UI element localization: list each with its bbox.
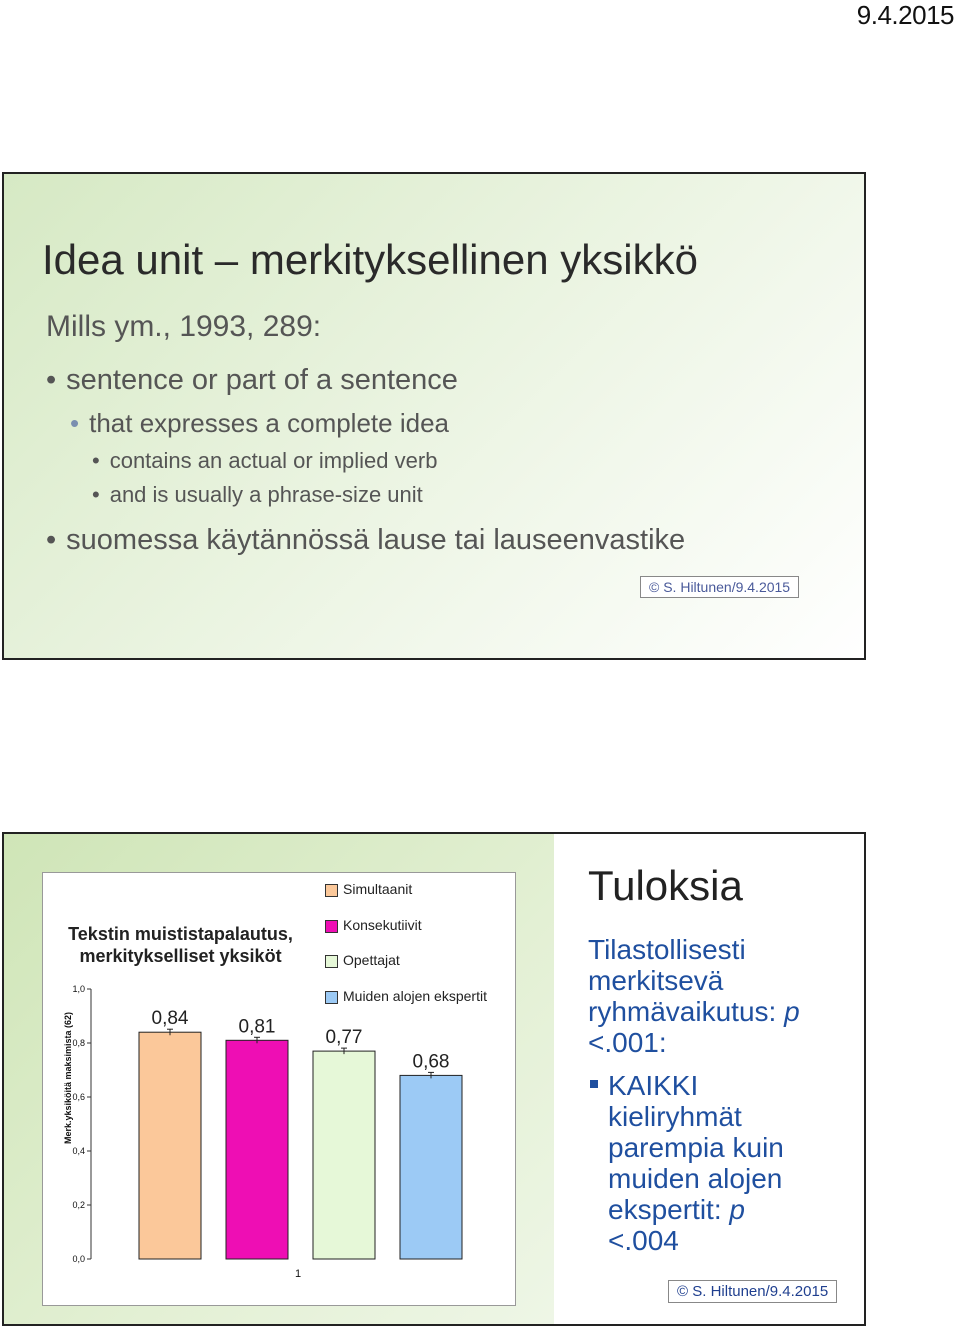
legend-label: Konsekutiivit <box>343 917 422 933</box>
results-text: ryhmävaikutus: <box>588 996 777 1027</box>
results-bullet-line <box>608 1194 784 1225</box>
square-bullet-icon <box>590 1080 598 1088</box>
results-text: merkitsevä <box>588 965 724 996</box>
slide-credit <box>668 1280 837 1303</box>
data-label: 0,84 <box>151 1008 189 1030</box>
slide-results <box>2 832 866 1326</box>
bar <box>139 1032 201 1259</box>
copyright-icon: © <box>649 579 660 595</box>
results-heading: Tuloksia <box>588 862 743 909</box>
page-date: 9.4.2015 <box>856 0 954 30</box>
data-label: 0,77 <box>325 1027 363 1049</box>
chart-title-line: merkitykselliset yksiköt <box>79 946 282 966</box>
results-bullet-text: muiden alojen <box>608 1163 783 1194</box>
legend-swatch <box>325 920 338 933</box>
legend-item <box>325 881 412 897</box>
x-tick-label: 1 <box>294 1268 302 1280</box>
y-tick-label: 0,2 <box>72 1200 85 1210</box>
results-text: Tilastollisesti <box>588 934 746 965</box>
bullet-dot-icon: • <box>70 408 80 438</box>
bullet-dot-icon: • <box>46 524 57 556</box>
data-label: 0,68 <box>412 1051 450 1073</box>
legend-item <box>325 988 487 1004</box>
y-axis-label: Merk.yksiköitä maksimista (62) <box>63 1011 73 1145</box>
slide-idea-unit <box>2 172 866 660</box>
slide-title: Idea unit – merkityksellinen yksikkö <box>42 236 698 283</box>
chart-area <box>42 872 516 1306</box>
bullet-text: sentence or part of a sentence <box>66 364 458 396</box>
bullet-level2 <box>70 408 449 439</box>
bullet-dot-icon: • <box>46 364 57 396</box>
copyright-icon: © <box>677 1283 689 1300</box>
bar <box>226 1040 288 1259</box>
credit-text: S. Hiltunen/9.4.2015 <box>663 579 791 595</box>
legend-swatch <box>325 991 338 1004</box>
y-tick-label: 1,0 <box>72 984 85 994</box>
chart-title-line: Tekstin muististapalautus, <box>68 924 293 944</box>
results-bullet-text: <.004 <box>608 1225 679 1256</box>
y-tick-label: 0,4 <box>72 1146 85 1156</box>
legend-item <box>325 917 422 933</box>
results-bullet-text: kieliryhmät <box>608 1101 742 1132</box>
bullet-level3 <box>92 448 437 474</box>
y-tick-label: 0,8 <box>72 1038 85 1048</box>
bullet-level1 <box>46 524 685 557</box>
legend-swatch <box>325 955 338 968</box>
results-bullet-text: KAIKKI <box>608 1070 699 1101</box>
data-label: 0,81 <box>238 1016 276 1038</box>
bullet-text: that expresses a complete idea <box>89 408 449 438</box>
legend-swatch <box>325 884 338 897</box>
y-tick-label: 0,6 <box>72 1092 85 1102</box>
results-bullet-text: ekspertit: <box>608 1194 722 1225</box>
bullet-level3 <box>92 482 423 508</box>
bar <box>400 1075 462 1259</box>
bullet-level1 <box>46 364 458 397</box>
chart-panel <box>4 834 554 1324</box>
legend-label: Opettajat <box>343 952 400 968</box>
p-symbol: p <box>784 996 800 1027</box>
results-bullet-text: parempia kuin <box>608 1132 784 1163</box>
bullet-dot-icon: • <box>92 482 100 507</box>
bullet-text: suomessa käytännössä lause tai lauseenvastike <box>66 524 686 556</box>
credit-text: S. Hiltunen/9.4.2015 <box>692 1283 829 1300</box>
slide-credit <box>640 576 799 598</box>
bar <box>313 1051 375 1259</box>
results-text: <.001: <box>588 1027 667 1058</box>
p-symbol: p <box>729 1194 745 1225</box>
legend-label: Simultaanit <box>343 881 413 897</box>
bar-chart <box>43 873 515 1305</box>
results-statement <box>588 934 800 1058</box>
results-text-line <box>588 996 800 1027</box>
bullet-dot-icon: • <box>92 448 100 473</box>
bullet-text: and is usually a phrase-size unit <box>109 482 423 507</box>
y-tick-label: 0,0 <box>72 1254 85 1264</box>
legend-label: Muiden alojen ekspertit <box>343 988 487 1004</box>
results-bullet <box>590 1070 784 1256</box>
legend-item <box>325 952 400 968</box>
slide-subtitle: Mills ym., 1993, 289: <box>46 310 322 343</box>
bullet-text: contains an actual or implied verb <box>109 448 438 473</box>
